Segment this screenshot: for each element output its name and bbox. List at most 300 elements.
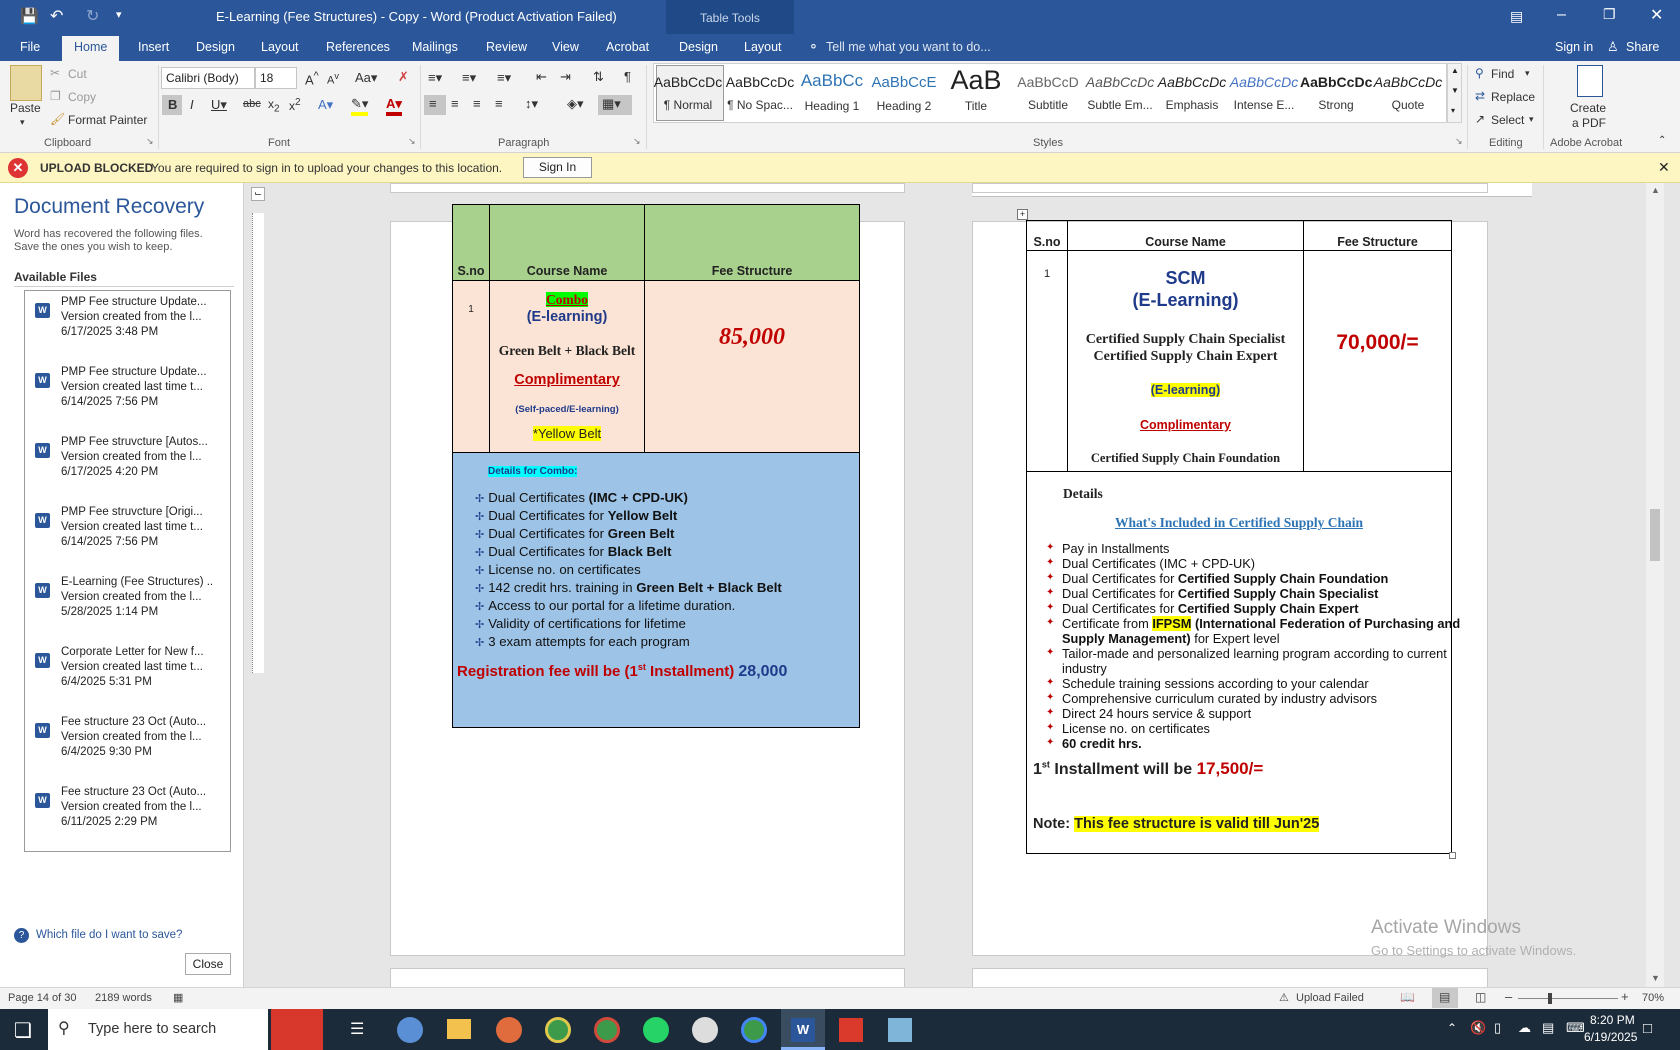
upload-failed-icon: ⚠	[1279, 992, 1289, 1004]
vertical-ruler-track	[252, 213, 264, 673]
row-sno: 1	[468, 304, 474, 315]
multilevel-list-icon[interactable]: ≡▾	[497, 70, 512, 85]
text-effects-icon[interactable]: A▾	[318, 97, 334, 112]
recovered-file[interactable]	[24, 782, 230, 852]
header-fee-structure: Fee Structure	[1337, 235, 1418, 249]
reg-amount: 28,000	[738, 663, 788, 680]
upload-blocked-bar	[0, 153, 1680, 183]
replace-icon[interactable]: ⇄	[1475, 89, 1486, 103]
style-subtle-emphasis[interactable]	[1084, 62, 1156, 124]
style-preview: AaB	[950, 65, 1002, 95]
item-text: Tailor-made and personalized learning program according to current	[1062, 646, 1447, 661]
style-emphasis[interactable]	[1156, 62, 1228, 124]
file-desc: Version created last time t...	[61, 661, 203, 673]
installment-line	[1033, 759, 1263, 779]
font-color-icon[interactable]: A▾	[386, 96, 402, 116]
item-bold: Certified Supply Chain Specialist	[1177, 586, 1379, 601]
taskbar	[0, 1009, 1680, 1050]
scm-elearning-label: (E-Learning)	[1132, 290, 1239, 310]
inst-sup: st	[1041, 759, 1050, 770]
foundation-label: Certified Supply Chain Foundation	[1090, 451, 1281, 465]
reg-sup: st	[637, 662, 646, 672]
item-text: Dual Certificates for	[1062, 586, 1178, 601]
ribbon	[0, 61, 1680, 153]
scroll-thumb[interactable]	[1650, 509, 1660, 561]
item-bold: Green Belt	[607, 526, 675, 541]
style-name: Heading 2	[876, 99, 932, 113]
style-name: ¶ Normal	[663, 98, 713, 112]
style-preview: AaBbCc	[800, 71, 864, 90]
justify-icon[interactable]: ≡	[495, 96, 503, 111]
tab-references[interactable]: References	[326, 40, 390, 54]
grow-font-icon[interactable]: A^	[305, 70, 319, 88]
styles-down-icon[interactable]: ▼	[1451, 86, 1459, 95]
ribbon-tabs	[0, 34, 1680, 61]
word-taskbar-icon[interactable]: W	[791, 1018, 815, 1042]
chrome-icon[interactable]	[545, 1017, 571, 1043]
battery-icon[interactable]: ▯	[1494, 1020, 1502, 1035]
vertical-scrollbar[interactable]	[1646, 183, 1664, 987]
scm-complimentary: Complimentary	[1140, 418, 1231, 432]
app-taskbar-icon[interactable]	[888, 1018, 912, 1042]
file-time: 6/11/2025 2:29 PM	[61, 816, 158, 828]
create-pdf-line1[interactable]: Create	[1570, 101, 1607, 115]
proofing-icon[interactable]: ▦	[173, 992, 184, 1004]
bullet-icon: ✢	[475, 529, 485, 541]
style-preview: AaBbCcDc	[725, 74, 795, 90]
item-text: Pay in Installments	[1062, 541, 1170, 556]
tab-insert[interactable]: Insert	[138, 40, 170, 54]
zoom-in-icon[interactable]: +	[1621, 989, 1629, 1004]
subscript-icon[interactable]: $x_2$	[268, 97, 280, 115]
sort-icon[interactable]: ⇅	[593, 69, 604, 84]
select-icon[interactable]: ↗	[1475, 112, 1486, 126]
details-item	[475, 598, 735, 613]
word-file-icon: W	[35, 513, 50, 528]
item-text: Certificate from	[1062, 616, 1153, 631]
lightbulb-icon: ⚬	[808, 39, 819, 54]
select-button[interactable]: Select	[1491, 113, 1525, 127]
task-view-icon[interactable]: ☰	[350, 1021, 365, 1038]
ifpsm-highlight: IFPSM	[1152, 616, 1192, 631]
page-next-left	[390, 968, 905, 987]
table-resize-handle[interactable]	[1449, 852, 1456, 859]
zoom-slider-track[interactable]	[1518, 998, 1618, 999]
item-text: Dual Certificates for	[1062, 571, 1178, 586]
style-normal[interactable]	[652, 62, 724, 124]
create-pdf-icon[interactable]	[1577, 65, 1603, 97]
file-name: PMP Fee structure Update...	[61, 296, 207, 308]
bold-icon[interactable]: B	[168, 97, 178, 112]
combo-fee: 85,000	[719, 324, 785, 350]
item-bold: Supply Management)	[1062, 631, 1191, 646]
details-item	[475, 490, 688, 505]
file-time: 6/14/2025 7:56 PM	[61, 396, 159, 408]
weather-icon[interactable]: ☁	[1518, 1020, 1531, 1035]
file-explorer-icon[interactable]	[447, 1019, 471, 1039]
item-text: Dual Certificates	[488, 490, 589, 505]
word-file-icon: W	[35, 723, 50, 738]
shrink-font-icon[interactable]: $A^v$	[327, 71, 339, 87]
recovered-file[interactable]	[24, 362, 230, 432]
clock-time[interactable]: 8:20 PM	[1590, 1013, 1635, 1027]
bullet-icon: ✦	[1046, 722, 1055, 733]
document-recovery-pane	[0, 183, 244, 987]
table-tools-label: Table Tools	[700, 11, 760, 25]
whats-included-link: What's Included in Certified Supply Chain	[1115, 515, 1363, 530]
scm-details-title: Details	[1063, 486, 1103, 501]
recovered-file[interactable]	[24, 572, 230, 642]
clock-app-icon[interactable]	[692, 1017, 718, 1043]
print-layout-icon[interactable]: ▤	[1439, 990, 1451, 1004]
search-icon: ⚲	[58, 1020, 70, 1037]
file-time: 6/4/2025 5:31 PM	[61, 676, 152, 688]
change-case-icon[interactable]: Aa▾	[355, 70, 378, 85]
format-painter-button[interactable]: Format Painter	[68, 113, 148, 127]
highlight-icon[interactable]: ✎▾	[351, 96, 368, 116]
bullet-icon: ✢	[475, 619, 485, 631]
style-preview: AaBbCcDc	[1300, 74, 1372, 90]
bullet-icon: ✦	[1046, 587, 1055, 598]
styles-scroll[interactable]	[1447, 63, 1462, 123]
paste-button[interactable]: Paste	[10, 101, 41, 115]
tab-review[interactable]: Review	[486, 40, 527, 54]
note-highlight: This fee structure is valid till Jun'25	[1074, 816, 1320, 832]
chrome-profile-2-icon[interactable]	[741, 1017, 767, 1043]
style-heading-1[interactable]	[796, 62, 868, 124]
table-move-handle[interactable]: +	[1017, 209, 1028, 220]
styles-launcher-icon[interactable]: ↘	[1455, 136, 1463, 146]
recovery-title: Document Recovery	[14, 195, 205, 218]
search-highlight-icon[interactable]	[271, 1009, 323, 1050]
scm-item-ifpsm	[1046, 616, 1461, 631]
share-person-icon: ♙	[1607, 39, 1619, 54]
zoom-level[interactable]: 70%	[1642, 992, 1665, 1004]
align-left-icon[interactable]: ≡	[429, 96, 437, 111]
file-desc: Version created from the l...	[61, 731, 202, 743]
style-preview: AaBbCcD	[1017, 74, 1079, 90]
message-text: You are required to sign in to upload your changes to this location.	[151, 161, 503, 175]
file-time: 6/17/2025 4:20 PM	[61, 466, 159, 478]
activate-windows-title: Activate Windows	[1371, 917, 1521, 938]
bullets-icon[interactable]: ≡▾	[428, 70, 443, 85]
zoom-slider-thumb[interactable]	[1548, 993, 1552, 1004]
style-name: Quote	[1391, 98, 1425, 112]
word-count[interactable]: 2189 words	[95, 992, 152, 1004]
recovered-file[interactable]	[24, 292, 230, 362]
scm-label: SCM	[1165, 268, 1206, 288]
scm-item	[1046, 601, 1359, 616]
file-name: PMP Fee structure Update...	[61, 366, 207, 378]
collapse-ribbon-icon[interactable]: ⌃	[1658, 135, 1667, 146]
zoom-out-icon[interactable]: –	[1505, 989, 1513, 1004]
styles-more-icon[interactable]: ▾	[1451, 106, 1456, 115]
create-pdf-line2[interactable]: a PDF	[1572, 116, 1607, 130]
app-icon[interactable]	[496, 1017, 522, 1043]
font-name-box[interactable]	[161, 67, 255, 89]
tab-layout[interactable]: Layout	[261, 40, 299, 54]
show-formatting-icon[interactable]: ¶	[624, 69, 631, 84]
expert-label: Certified Supply Chain Expert	[1093, 349, 1278, 364]
details-title: Details for Combo:	[488, 466, 578, 477]
bullet-icon: ✢	[475, 547, 485, 559]
superscript-icon[interactable]: $x^2$	[289, 97, 301, 113]
scm-fee: 70,000/=	[1336, 331, 1419, 354]
increase-indent-icon[interactable]: ⇥	[560, 69, 571, 84]
clock-date[interactable]: 6/19/2025	[1584, 1030, 1638, 1044]
validity-note	[1033, 816, 1319, 832]
help-icon: ?	[14, 928, 29, 943]
bullet-icon: ✦	[1046, 707, 1055, 718]
sign-in-link[interactable]: Sign in	[1555, 40, 1594, 54]
file-time: 6/14/2025 7:56 PM	[61, 536, 159, 548]
tab-view[interactable]: View	[552, 40, 579, 54]
align-center-icon[interactable]: ≡	[451, 96, 459, 111]
strikethrough-icon[interactable]: abc	[243, 98, 261, 110]
scm-elearning-2: (E-learning)	[1150, 383, 1221, 397]
file-name: Fee structure 23 Oct (Auto...	[61, 716, 207, 728]
windows-start-icon[interactable]: ❏	[14, 1020, 32, 1042]
recovered-file[interactable]	[24, 642, 230, 712]
tab-design[interactable]: Design	[196, 40, 235, 54]
scm-item	[1046, 541, 1170, 556]
page-previous-right	[972, 183, 1488, 193]
recovery-desc-2: Save the ones you wish to keep.	[14, 241, 173, 253]
bullet-icon: ✢	[475, 583, 485, 595]
find-dropdown-icon[interactable]: ▾	[1525, 68, 1530, 78]
scroll-down-icon[interactable]: ▼	[1651, 973, 1660, 983]
page-left	[390, 221, 905, 956]
borders-icon[interactable]: ▦▾	[602, 96, 621, 111]
details-item	[475, 562, 641, 577]
divider	[158, 65, 159, 149]
style-subtitle[interactable]	[1012, 62, 1084, 124]
paste-icon[interactable]	[10, 65, 42, 101]
scm-item	[1046, 736, 1142, 751]
which-file-link[interactable]: Which file do I want to save?	[36, 929, 183, 941]
replace-button[interactable]: Replace	[1491, 90, 1536, 104]
dismiss-message-icon[interactable]: ✕	[1658, 159, 1670, 175]
bullet-icon: ✢	[475, 511, 485, 523]
font-size-box[interactable]	[255, 67, 297, 89]
status-bar	[0, 987, 1680, 1009]
copilot-icon[interactable]	[397, 1017, 423, 1043]
yellow-belt-label: *Yellow Belt	[532, 426, 602, 441]
tell-me-box[interactable]: Tell me what you want to do...	[826, 40, 991, 54]
upload-status[interactable]: Upload Failed	[1296, 992, 1364, 1004]
tab-table-layout[interactable]: Layout	[744, 40, 782, 54]
recovered-file[interactable]	[24, 502, 230, 572]
file-name: PMP Fee struvcture [Autos...	[61, 436, 208, 448]
page-count[interactable]: Page 14 of 30	[8, 992, 77, 1004]
item-bold: Certified Supply Chain Foundation	[1177, 571, 1389, 586]
inst-text-a: 1	[1033, 761, 1042, 778]
divider	[646, 65, 647, 149]
file-time: 6/17/2025 3:48 PM	[61, 326, 159, 338]
cut-icon: ✂	[50, 66, 61, 80]
scm-item-tailor-2	[1062, 661, 1107, 676]
item-text: Dual Certificates (IMC + CPD-UK)	[1062, 556, 1256, 571]
registration-fee-line	[457, 662, 787, 681]
tab-file[interactable]: File	[20, 40, 41, 54]
bullet-icon: ✦	[1046, 737, 1055, 748]
save-icon[interactable]: 💾	[20, 8, 39, 25]
specialist-label: Certified Supply Chain Specialist	[1085, 332, 1286, 347]
select-dropdown-icon[interactable]: ▾	[1529, 114, 1534, 124]
style-name: Title	[964, 99, 988, 113]
mute-icon[interactable]: 🔇	[1470, 1020, 1487, 1035]
style-heading-2[interactable]	[868, 62, 940, 124]
style-name: ¶ No Spac...	[727, 98, 793, 112]
customize-toolbar-icon[interactable]: ▾	[116, 9, 122, 21]
bullet-icon: ✦	[1046, 572, 1055, 583]
acrobat-taskbar-icon[interactable]	[839, 1018, 863, 1042]
style-intense-emphasis[interactable]	[1228, 62, 1300, 124]
style-title[interactable]	[940, 62, 1012, 124]
close-recovery-button[interactable]: Close	[185, 953, 231, 975]
item-bold: Black Belt	[607, 544, 672, 559]
web-layout-icon[interactable]: ◫	[1475, 990, 1487, 1004]
scm-item-tailor	[1046, 646, 1447, 661]
shading-icon[interactable]: ◈▾	[567, 96, 584, 111]
find-icon[interactable]: ⚲	[1475, 66, 1484, 80]
italic-icon[interactable]: I	[190, 97, 194, 112]
item-bold: 60 credit hrs.	[1062, 736, 1142, 751]
line-spacing-icon[interactable]: ↕▾	[525, 96, 539, 111]
item-text: Validity of certifications for lifetime	[488, 616, 686, 631]
style-name: Subtitle	[1027, 98, 1069, 112]
details-item	[475, 508, 677, 523]
item-text: Dual Certificates for	[1062, 601, 1178, 616]
file-desc: Version created from the l...	[61, 591, 202, 603]
numbering-icon[interactable]: ≡▾	[462, 70, 477, 85]
styles-group-label: Styles	[1033, 137, 1063, 149]
item-bold: (IMC + CPD-UK)	[588, 490, 688, 505]
file-time: 6/4/2025 9:30 PM	[61, 746, 152, 758]
divider	[1467, 65, 1468, 149]
bullet-icon: ✦	[1046, 557, 1055, 568]
cut-button: Cut	[68, 67, 87, 81]
reg-text-a: Registration fee will be (1	[457, 663, 638, 680]
file-name: Corporate Letter for New f...	[61, 646, 204, 658]
scm-item	[1046, 706, 1252, 721]
recovered-file[interactable]	[24, 432, 230, 502]
inst-text-b: Installment will be	[1049, 761, 1197, 778]
bullet-icon: ✢	[475, 493, 485, 505]
inst-amount: 17,500/=	[1196, 759, 1264, 778]
style-name: Emphasis	[1165, 98, 1219, 112]
chrome-profile-icon[interactable]	[594, 1017, 620, 1043]
styles-up-icon[interactable]: ▲	[1451, 66, 1459, 75]
word-file-icon: W	[35, 443, 50, 458]
keyboard-icon[interactable]: ⌨	[1566, 1020, 1585, 1035]
word-file-icon: W	[35, 793, 50, 808]
word-file-icon: W	[35, 303, 50, 318]
share-button[interactable]: Share	[1626, 40, 1660, 54]
divider	[14, 286, 234, 287]
taskbar-search-box[interactable]	[48, 1009, 268, 1050]
sno-cell	[1026, 250, 1068, 472]
complimentary-label: Complimentary	[514, 372, 620, 388]
style-quote[interactable]	[1372, 62, 1444, 124]
item-text: License no. on certificates	[488, 562, 641, 577]
close-window-icon[interactable]: ✕	[1650, 7, 1664, 24]
available-files-label: Available Files	[14, 270, 97, 284]
font-name-value: Calibri (Body)	[166, 71, 239, 85]
details-item	[475, 634, 690, 649]
bullet-icon: ✦	[1046, 677, 1055, 688]
file-time: 5/28/2025 1:14 PM	[61, 606, 159, 618]
font-group-label: Font	[268, 137, 291, 149]
clear-formatting-icon[interactable]: ✗	[398, 69, 409, 84]
find-button[interactable]: Find	[1491, 67, 1515, 81]
style-preview: AaBbCcDc	[1229, 74, 1299, 90]
decrease-indent-icon[interactable]: ⇤	[536, 69, 547, 84]
redo-icon: ↻	[86, 8, 100, 25]
sign-in-button[interactable]: Sign In	[523, 157, 592, 178]
tab-acrobat[interactable]: Acrobat	[606, 40, 650, 54]
reg-text-b: Installment)	[645, 663, 739, 680]
scroll-up-icon[interactable]: ▲	[1651, 185, 1660, 195]
format-painter-icon[interactable]: 🖌	[50, 112, 66, 126]
bullet-icon: ✦	[1046, 542, 1055, 553]
underline-icon[interactable]: U▾	[211, 97, 227, 112]
paste-dropdown-icon[interactable]: ▾	[20, 117, 25, 127]
notifications-icon[interactable]: □	[1643, 1020, 1653, 1037]
header-course-name: Course Name	[526, 264, 608, 278]
font-size-value: 18	[260, 71, 274, 85]
message-title: UPLOAD BLOCKED	[40, 161, 154, 175]
error-icon: ✕	[8, 158, 28, 178]
tab-selector-icon[interactable]: ⌙	[251, 187, 265, 201]
style-no-spacing[interactable]	[724, 62, 796, 124]
restore-icon[interactable]: ❐	[1603, 6, 1616, 22]
item-text: Comprehensive curriculum curated by industry advisors	[1062, 691, 1378, 706]
style-preview: AaBbCcDc	[653, 74, 723, 90]
paragraph-launcher-icon[interactable]: ↘	[633, 136, 641, 146]
details-item	[475, 580, 782, 595]
tab-table-design[interactable]: Design	[679, 40, 718, 54]
file-name: PMP Fee struvcture [Origi...	[61, 506, 203, 518]
row-sno: 1	[1043, 268, 1051, 280]
show-hidden-icons[interactable]: ⌃	[1447, 1021, 1458, 1035]
document-area[interactable]	[244, 183, 1664, 987]
style-preview: AaBbCcDc	[1373, 74, 1443, 90]
acrobat-group-label: Adobe Acrobat	[1550, 137, 1623, 149]
undo-icon[interactable]: ↶	[50, 8, 64, 25]
align-right-icon[interactable]: ≡	[473, 96, 481, 111]
style-preview: AaBbCcE	[871, 74, 937, 91]
network-icon[interactable]: ▤	[1542, 1020, 1555, 1035]
minimize-icon[interactable]: –	[1557, 6, 1566, 23]
ribbon-display-icon[interactable]: ▤	[1510, 8, 1524, 24]
clipboard-launcher-icon[interactable]: ↘	[146, 136, 154, 146]
bullet-icon: ✦	[1046, 602, 1055, 613]
whatsapp-icon[interactable]	[643, 1017, 669, 1043]
bullet-icon: ✦	[1046, 647, 1055, 658]
divider	[1543, 65, 1544, 149]
read-mode-icon[interactable]: 📖	[1400, 990, 1415, 1004]
style-strong[interactable]	[1300, 62, 1372, 124]
font-launcher-icon[interactable]: ↘	[408, 136, 416, 146]
recovered-file[interactable]	[24, 712, 230, 782]
tab-mailings[interactable]: Mailings	[412, 40, 458, 54]
elearning-label: (E-learning)	[526, 309, 608, 325]
vertical-ruler	[246, 183, 270, 987]
style-name: Intense E...	[1233, 98, 1295, 112]
tab-home[interactable]: Home	[62, 36, 119, 61]
item-bold: Yellow Belt	[607, 508, 678, 523]
